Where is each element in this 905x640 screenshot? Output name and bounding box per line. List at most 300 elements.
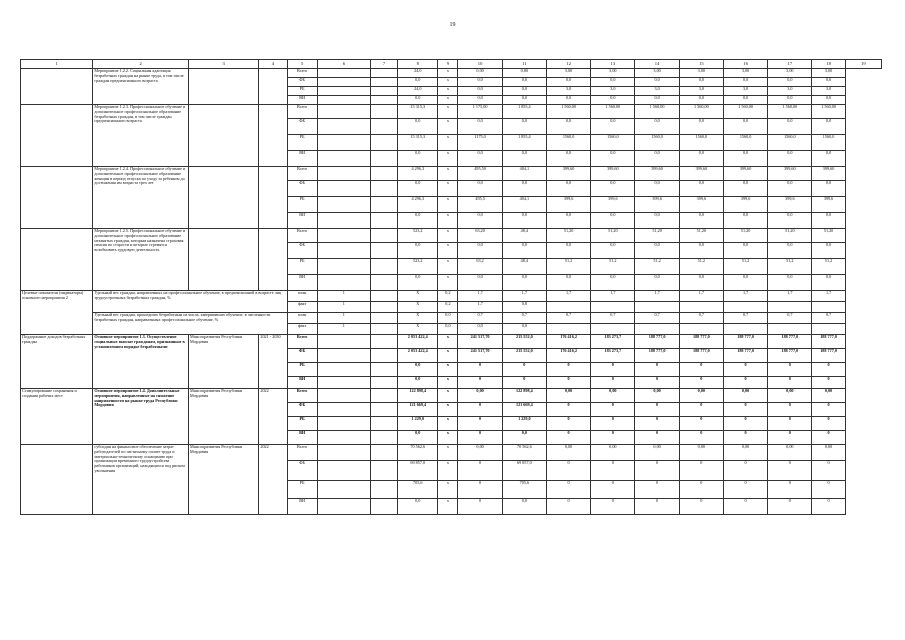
value-cell: х [438, 363, 458, 377]
cell-col1 [21, 229, 93, 291]
value-cell: х [438, 243, 458, 259]
source-cell: Всего [287, 389, 317, 403]
cell-col4 [259, 167, 287, 229]
value-cell: х [438, 87, 458, 96]
value-cell: 404,1 [502, 197, 546, 213]
value-cell: 0 [546, 499, 590, 515]
indicator-value [768, 324, 812, 335]
value-cell: 0,00 [458, 69, 502, 78]
value-cell: х [438, 275, 458, 291]
value-cell: 1 229,0 [502, 417, 546, 431]
value-cell: 0 [768, 417, 812, 431]
source-cell: Всего [287, 167, 317, 181]
value-cell: 0,0 [635, 119, 679, 135]
value-cell: 0,0 [502, 78, 546, 87]
indicator-unit: 1 [317, 291, 370, 302]
indicator-value [723, 324, 767, 335]
cell-col4 [259, 69, 287, 105]
value-cell: х [438, 349, 458, 363]
cell-col4 [259, 105, 287, 167]
empty-cell [317, 417, 370, 431]
value-cell: х [438, 69, 458, 78]
value-cell: 51,2 [812, 259, 845, 275]
value-cell: 0,0 [398, 499, 438, 515]
value-cell: 0,0 [591, 78, 635, 87]
value-cell: 176 416,2 [546, 349, 590, 363]
source-cell: РБ [287, 197, 317, 213]
empty-cell [317, 481, 370, 499]
value-cell: 0,0 [812, 96, 845, 105]
value-cell: 0,0 [635, 78, 679, 87]
value-cell: 24,0 [398, 87, 438, 96]
value-cell: 0,0 [679, 96, 723, 105]
cell-col1: Поддержание доходов безработных граждан [21, 335, 93, 389]
value-cell: 0,0 [635, 275, 679, 291]
value-cell: 0,0 [679, 151, 723, 167]
value-cell: 0 [679, 431, 723, 445]
column-number: 6 [317, 60, 370, 69]
source-cell: ФБ [287, 78, 317, 87]
value-cell: 705,6 [398, 481, 438, 499]
cell-col2: Мероприятие 1.2.5. Профессиональное обучение и дополнительное профессиональное образование незанятых граждан, которым назначена страховая пенсия по старости и которые стремятся возобновить трудовую деятельность [93, 229, 189, 291]
value-cell: х [438, 499, 458, 515]
indicator-value: 0,7 [723, 313, 767, 324]
value-cell: 0,0 [502, 96, 546, 105]
empty-cell [317, 389, 370, 403]
indicator-value: 0,2 [438, 291, 458, 302]
value-cell: 0,0 [502, 499, 546, 515]
value-cell: 399,60 [591, 167, 635, 181]
value-cell: 70 562,6 [398, 445, 438, 461]
indicator-value: 1,7 [502, 291, 546, 302]
value-cell: 0 [723, 499, 767, 515]
value-cell: 0,0 [768, 181, 812, 197]
value-cell: 0 [458, 417, 502, 431]
value-cell: 0 [635, 377, 679, 389]
value-cell: 399,60 [768, 167, 812, 181]
value-cell: 0 [679, 417, 723, 431]
value-cell: 0,0 [398, 119, 438, 135]
value-cell: 0,00 [768, 389, 812, 403]
source-cell: РБ [287, 481, 317, 499]
value-cell: х [438, 167, 458, 181]
value-cell: 0 [458, 431, 502, 445]
value-cell: х [438, 151, 458, 167]
value-cell: 399,60 [723, 167, 767, 181]
value-cell: х [438, 181, 458, 197]
column-number: 9 [438, 60, 458, 69]
source-cell: РБ [287, 87, 317, 96]
indicator-value: 0,2 [438, 302, 458, 313]
value-cell: 0 [723, 481, 767, 499]
value-cell: 0 [768, 499, 812, 515]
column-number: 3 [188, 60, 258, 69]
value-cell: 0 [635, 481, 679, 499]
value-cell: 0,00 [635, 389, 679, 403]
value-cell: 0,0 [398, 363, 438, 377]
source-cell: ФБ [287, 243, 317, 259]
empty-cell [370, 197, 397, 213]
value-cell: 0,0 [812, 78, 845, 87]
indicator-value [546, 324, 590, 335]
value-cell: 0 [768, 431, 812, 445]
value-cell: х [438, 119, 458, 135]
value-cell: 0,0 [635, 181, 679, 197]
indicator-value: 0,8 [502, 302, 546, 313]
value-cell: 0,0 [679, 78, 723, 87]
value-cell: х [438, 403, 458, 417]
value-cell: 188 777,0 [768, 349, 812, 363]
indicator-value [591, 302, 635, 313]
source-cell: РБ [287, 135, 317, 151]
value-cell: 4 296,3 [398, 167, 438, 181]
empty-cell [317, 445, 370, 461]
source-cell: РБ [287, 417, 317, 431]
value-cell: 0,0 [502, 87, 546, 96]
value-cell: 1560,0 [679, 135, 723, 151]
value-cell: 15 315,3 [398, 105, 438, 119]
column-number: 1 [21, 60, 93, 69]
value-cell: 0 [679, 377, 723, 389]
value-cell: 1560,0 [812, 135, 845, 151]
source-cell: ВИ [287, 431, 317, 445]
value-cell: 0 [812, 499, 845, 515]
value-cell: 399,60 [679, 167, 723, 181]
value-cell: 399,6 [768, 197, 812, 213]
value-cell: 3,00 [635, 69, 679, 78]
value-cell: 0,0 [398, 243, 438, 259]
table-row [21, 335, 882, 349]
value-cell: 0,0 [723, 181, 767, 197]
empty-cell [370, 349, 397, 363]
value-cell: 3,0 [635, 87, 679, 96]
table-row [21, 445, 882, 461]
value-cell: 176 416,2 [546, 335, 590, 349]
value-cell: 0,00 [812, 445, 845, 461]
value-cell: 48,4 [502, 229, 546, 243]
value-cell: 0 [546, 461, 590, 481]
value-cell: х [438, 259, 458, 275]
empty-cell [370, 499, 397, 515]
value-cell: 0,0 [502, 181, 546, 197]
empty-cell [370, 151, 397, 167]
indicator-value: 1,7 [768, 291, 812, 302]
value-cell: 0,0 [591, 96, 635, 105]
value-cell: 1 229,0 [398, 417, 438, 431]
value-cell: 0,0 [679, 213, 723, 229]
value-cell: 0,0 [458, 181, 502, 197]
column-number: 17 [768, 60, 812, 69]
column-number: 19 [845, 60, 881, 69]
value-cell: 241 517,70 [458, 349, 502, 363]
value-cell: 183 273,7 [591, 349, 635, 363]
empty-cell [370, 302, 397, 313]
indicator-value [591, 324, 635, 335]
empty-cell [370, 259, 397, 275]
source-cell: ВИ [287, 213, 317, 229]
cell-col2: субсидии на финансовое обеспечение затрат работодателей по частичному оплате труда и материально-техническому оснащению при организации временного трудоустройства работников организаций, находящихся под риском увольнения [93, 445, 189, 515]
column-number: 11 [502, 60, 546, 69]
value-cell: 0,00 [723, 389, 767, 403]
value-cell: 0,0 [768, 213, 812, 229]
value-cell: 0,0 [768, 275, 812, 291]
empty-cell [317, 431, 370, 445]
value-cell: 0 [679, 481, 723, 499]
value-cell: 0 [591, 431, 635, 445]
cell-col3: Минсоцразвития Республики Мордовия [188, 389, 258, 445]
value-cell: 523,2 [398, 259, 438, 275]
indicator-value: 1,7 [591, 291, 635, 302]
indicator-value: 1,7 [723, 291, 767, 302]
table-row [21, 389, 882, 403]
value-cell: 0,00 [458, 389, 502, 403]
value-cell: 0,0 [398, 96, 438, 105]
indicator-value [635, 302, 679, 313]
indicator-value: Х [398, 313, 438, 324]
value-cell: х [438, 481, 458, 499]
value-cell: 0,0 [812, 275, 845, 291]
value-cell: 51,20 [723, 229, 767, 243]
indicator-value: 1,7 [458, 291, 502, 302]
cell-col3 [188, 167, 258, 229]
indicator-text: Удельный вес граждан, направленных на профессиональное обучение, в предпенсионной в возрасте лиц трудоустроенных безработных граждан, % [93, 291, 287, 313]
value-cell: 3,0 [679, 87, 723, 96]
indicator-kind: план [287, 313, 317, 324]
value-cell: 399,6 [723, 197, 767, 213]
source-cell: Всего [287, 105, 317, 119]
value-cell: 0 [679, 363, 723, 377]
empty-cell [370, 403, 397, 417]
program-table [20, 59, 882, 515]
indicator-value [679, 302, 723, 313]
empty-cell [370, 105, 397, 119]
column-number: 5 [287, 60, 317, 69]
value-cell: 0,0 [546, 243, 590, 259]
value-cell: 69 857,0 [398, 461, 438, 481]
table-row [21, 105, 882, 119]
indicator-value [546, 302, 590, 313]
indicator-value [768, 302, 812, 313]
value-cell: 495,5 [458, 197, 502, 213]
value-cell: 0,0 [723, 213, 767, 229]
indicator-value: 1,7 [679, 291, 723, 302]
empty-cell [370, 243, 397, 259]
source-cell: ФБ [287, 461, 317, 481]
table-row [21, 69, 882, 78]
cell-col4: 2022 [259, 389, 287, 445]
value-cell: 188 777,0 [679, 335, 723, 349]
empty-cell [317, 403, 370, 417]
table-row [21, 229, 882, 243]
indicator-value [812, 302, 845, 313]
value-cell: 1 560,00 [812, 105, 845, 119]
indicator-unit: 1 [317, 313, 370, 324]
indicator-value: 0,0 [438, 324, 458, 335]
value-cell: 51,20 [546, 229, 590, 243]
empty-cell [370, 324, 397, 335]
value-cell: 399,6 [591, 197, 635, 213]
empty-cell [370, 461, 397, 481]
value-cell: 3,00 [679, 69, 723, 78]
value-cell: 0,0 [398, 213, 438, 229]
value-cell: 0 [635, 403, 679, 417]
empty-cell [370, 181, 397, 197]
value-cell: 0,0 [635, 243, 679, 259]
column-number: 16 [723, 60, 767, 69]
value-cell: 0 [812, 403, 845, 417]
value-cell: 51,2 [635, 259, 679, 275]
empty-cell [370, 229, 397, 243]
empty-cell [317, 197, 370, 213]
value-cell: 183 273,7 [591, 335, 635, 349]
empty-cell [370, 335, 397, 349]
empty-cell [317, 87, 370, 96]
indicator-kind: факт [287, 302, 317, 313]
value-cell: х [438, 445, 458, 461]
column-number: 10 [458, 60, 502, 69]
value-cell: 0,00 [591, 389, 635, 403]
indicator-value: 1,7 [812, 291, 845, 302]
value-cell: 0,0 [458, 151, 502, 167]
value-cell: 0,0 [768, 119, 812, 135]
value-cell: 0,00 [768, 445, 812, 461]
value-cell: 0 [458, 403, 502, 417]
indicator-value: 0,7 [679, 313, 723, 324]
empty-cell [317, 135, 370, 151]
cell-col3 [188, 229, 258, 291]
value-cell: 51,20 [679, 229, 723, 243]
value-cell: 0,0 [458, 78, 502, 87]
value-cell: 241 517,70 [458, 335, 502, 349]
indicator-value: 0,7 [768, 313, 812, 324]
value-cell: 0 [591, 481, 635, 499]
value-cell: х [438, 96, 458, 105]
empty-cell [370, 119, 397, 135]
value-cell: 188 777,0 [812, 335, 845, 349]
value-cell: 51,20 [591, 229, 635, 243]
value-cell: 0,0 [458, 213, 502, 229]
value-cell: 3,00 [546, 69, 590, 78]
value-cell: 0,0 [458, 119, 502, 135]
value-cell: 0,0 [723, 78, 767, 87]
value-cell: 0 [635, 431, 679, 445]
empty-cell [317, 229, 370, 243]
value-cell: х [438, 135, 458, 151]
source-cell: ФБ [287, 119, 317, 135]
empty-cell [317, 363, 370, 377]
value-cell: 51,2 [679, 259, 723, 275]
source-cell: ФБ [287, 181, 317, 197]
column-number: 15 [679, 60, 723, 69]
value-cell: 0,0 [502, 275, 546, 291]
source-cell: Всего [287, 69, 317, 78]
value-cell: 0,0 [812, 243, 845, 259]
source-cell: ВИ [287, 499, 317, 515]
value-cell: 3,00 [591, 69, 635, 78]
value-cell: 0,0 [812, 181, 845, 197]
value-cell: 0 [591, 417, 635, 431]
value-cell: 51,2 [591, 259, 635, 275]
empty-cell [370, 69, 397, 78]
value-cell: 188 777,0 [679, 349, 723, 363]
value-cell: 0 [458, 363, 502, 377]
indicator-row [21, 291, 882, 302]
value-cell: 0,0 [502, 243, 546, 259]
value-cell: 0,0 [812, 151, 845, 167]
value-cell: 0 [812, 431, 845, 445]
value-cell: х [438, 213, 458, 229]
value-cell: 1560,0 [546, 135, 590, 151]
value-cell: 3,00 [812, 69, 845, 78]
value-cell: 0,0 [502, 431, 546, 445]
value-cell: 0,0 [635, 213, 679, 229]
cell-col4: 2021 - 2030 [259, 335, 287, 389]
cell-col2: Мероприятие 1.2.2. Социальная адаптация безработных граждан на рынке труда, в том числе граждан предпенсионного возраста [93, 69, 189, 105]
empty-cell [317, 69, 370, 78]
cell-col1 [21, 445, 93, 515]
value-cell: 51,20 [635, 229, 679, 243]
value-cell: 399,6 [635, 197, 679, 213]
table-row [21, 167, 882, 181]
empty-cell [317, 349, 370, 363]
value-cell: 0 [546, 403, 590, 417]
value-cell: х [438, 335, 458, 349]
value-cell: 122 898,4 [502, 389, 546, 403]
column-number: 14 [635, 60, 679, 69]
value-cell: 63,20 [458, 229, 502, 243]
value-cell: 0,0 [458, 87, 502, 96]
empty-cell [370, 377, 397, 389]
value-cell: х [438, 197, 458, 213]
value-cell: 0,0 [546, 119, 590, 135]
value-cell: 495,50 [458, 167, 502, 181]
column-number: 8 [398, 60, 438, 69]
empty-cell [317, 499, 370, 515]
value-cell: 2 053 422,4 [398, 349, 438, 363]
indicator-value: 1,7 [635, 291, 679, 302]
empty-cell [370, 135, 397, 151]
value-cell: 1560,0 [635, 135, 679, 151]
indicator-value [723, 302, 767, 313]
value-cell: 0 [812, 417, 845, 431]
value-cell: 188 777,0 [723, 349, 767, 363]
value-cell: 0 [546, 377, 590, 389]
cell-col1 [21, 69, 93, 105]
cell-col1 [21, 167, 93, 229]
empty-cell [370, 389, 397, 403]
empty-cell [370, 417, 397, 431]
value-cell: 0 [768, 461, 812, 481]
value-cell: 0,00 [635, 445, 679, 461]
empty-cell [317, 96, 370, 105]
value-cell: 0,0 [591, 275, 635, 291]
value-cell: 1 560,00 [591, 105, 635, 119]
value-cell: 215 552,0 [502, 335, 546, 349]
value-cell: 3,00 [768, 69, 812, 78]
value-cell: 0 [723, 403, 767, 417]
value-cell: 51,20 [812, 229, 845, 243]
indicator-value: 0,7 [458, 313, 502, 324]
value-cell: 0,0 [679, 181, 723, 197]
value-cell: 0,0 [546, 151, 590, 167]
indicator-unit: 1 [317, 324, 370, 335]
source-cell: Всего [287, 335, 317, 349]
empty-cell [317, 243, 370, 259]
cell-col3 [188, 105, 258, 167]
value-cell: 0 [679, 461, 723, 481]
value-cell: 0 [679, 499, 723, 515]
value-cell: 0 [812, 481, 845, 499]
